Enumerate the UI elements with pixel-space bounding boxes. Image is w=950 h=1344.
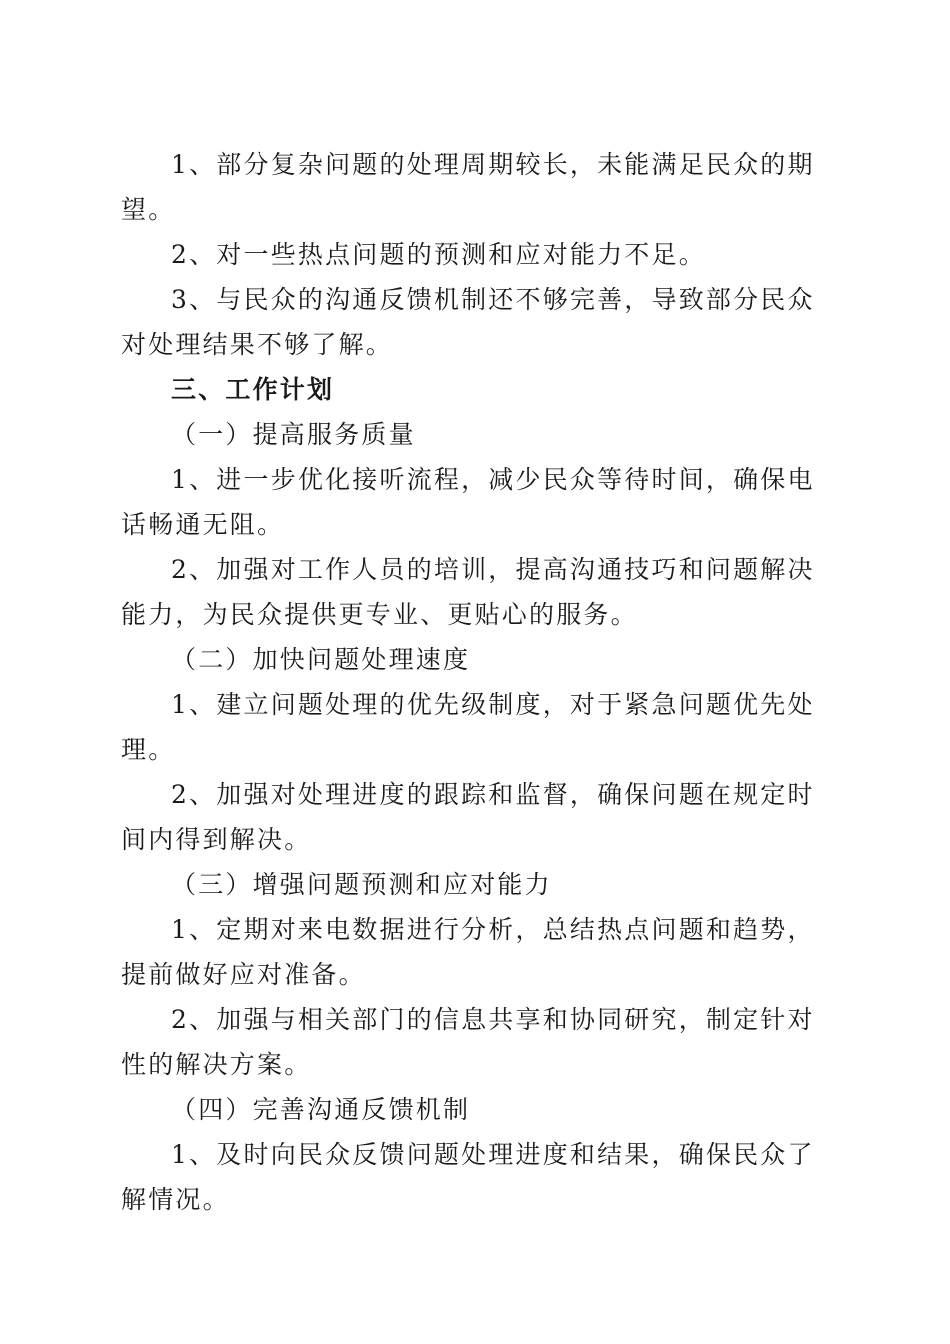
subheading-processing-speed: （二）加快问题处理速度 [171, 645, 471, 674]
paragraph-issue-3: 3、与民众的沟通反馈机制还不够完善，导致部分民众对处理结果不够了解。 [121, 285, 815, 359]
paragraph-speed-2: 2、加强对处理进度的跟踪和监督，确保问题在规定时间内得到解决。 [121, 780, 815, 854]
paragraph-speed-1: 1、建立问题处理的优先级制度，对于紧急问题优先处理。 [121, 690, 815, 764]
paragraph-issue-2: 2、对一些热点问题的预测和应对能力不足。 [171, 240, 706, 269]
paragraph-service-1: 1、进一步优化接听流程，减少民众等待时间，确保电话畅通无阻。 [121, 465, 815, 539]
section-heading-work-plan: 三、工作计划 [171, 375, 335, 404]
subheading-feedback: （四）完善沟通反馈机制 [171, 1095, 471, 1124]
paragraph-prediction-1: 1、定期对来电数据进行分析，总结热点问题和趋势，提前做好应对准备。 [121, 915, 815, 989]
paragraph-feedback-1: 1、及时向民众反馈问题处理进度和结果，确保民众了解情况。 [121, 1140, 815, 1214]
paragraph-service-2: 2、加强对工作人员的培训，提高沟通技巧和问题解决能力，为民众提供更专业、更贴心的服务。 [121, 555, 815, 629]
paragraph-issue-1: 1、部分复杂问题的处理周期较长，未能满足民众的期望。 [121, 150, 815, 224]
subheading-service-quality: （一）提高服务质量 [171, 420, 416, 449]
document-body [121, 142, 823, 1222]
subheading-prediction: （三）增强问题预测和应对能力 [171, 870, 552, 899]
paragraph-prediction-2: 2、加强与相关部门的信息共享和协同研究，制定针对性的解决方案。 [121, 1005, 815, 1079]
